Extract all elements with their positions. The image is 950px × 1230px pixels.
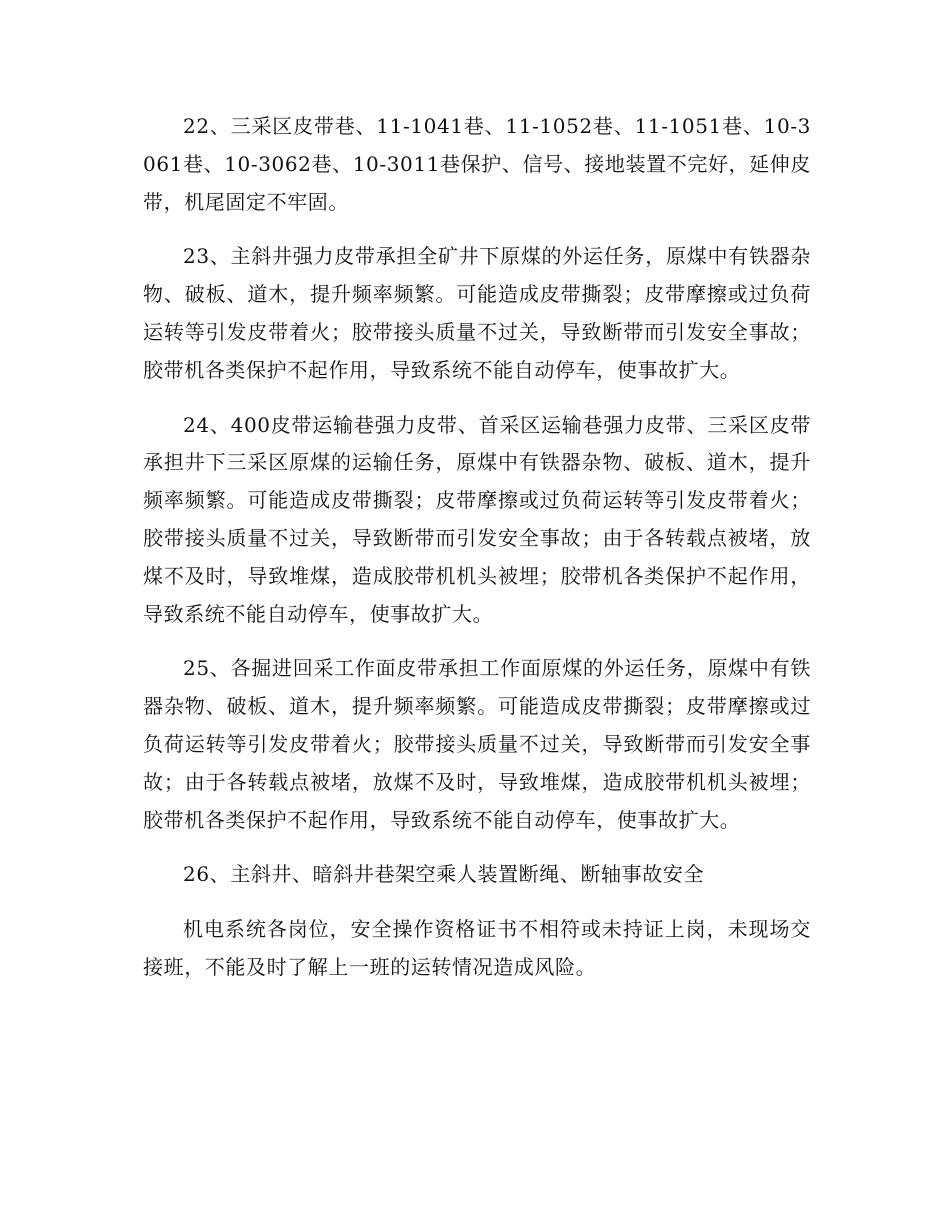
paragraph-23: 23、主斜井强力皮带承担全矿井下原煤的外运任务，原煤中有铁器杂物、破板、道木，提升频率频繁。可能造成皮带撕裂；皮带摩擦或过负荷运转等引发皮带着火；胶带接头质量不过关，导致断带而引发安全事故；胶带机各类保护不起作用，导致系统不能自动停车，使事故扩大。 bbox=[143, 244, 811, 382]
paragraph-26: 26、主斜井、暗斜井巷架空乘人装置断绳、断轴事故安全 bbox=[183, 862, 705, 887]
document-body bbox=[143, 108, 811, 1004]
paragraph-electromechanical: 机电系统各岗位，安全操作资格证书不相符或未持证上岗，未现场交接班，不能及时了解上一班的运转情况造成风险。 bbox=[143, 917, 811, 979]
paragraph-22: 22、三采区皮带巷、11-1041巷、11-1052巷、11-1051巷、10-3061巷、10-3062巷、10-3011巷保护、信号、接地装置不完好，延伸皮带，机尾固定不牢固。 bbox=[143, 114, 811, 214]
paragraph-24: 24、400皮带运输巷强力皮带、首采区运输巷强力皮带、三采区皮带承担井下三采区原煤的运输任务，原煤中有铁器杂物、破板、道木，提升频率频繁。可能造成皮带撕裂；皮带摩擦或过负荷运转等引发皮带着火；胶带接头质量不过关，导致断带而引发安全事故；由于各转载点被堵，放煤不及时，导致堆煤，造成胶带机机头被埋；胶带机各类保护不起作用，导致系统不能自动停车，使事故扩大。 bbox=[143, 412, 811, 626]
paragraph-25: 25、各掘进回采工作面皮带承担工作面原煤的外运任务，原煤中有铁器杂物、破板、道木，提升频率频繁。可能造成皮带撕裂；皮带摩擦或过负荷运转等引发皮带着火；胶带接头质量不过关，导致断带而引发安全事故；由于各转载点被堵，放煤不及时，导致堆煤，造成胶带机机头被埋；胶带机各类保护不起作用，导致系统不能自动停车，使事故扩大。 bbox=[143, 656, 811, 832]
